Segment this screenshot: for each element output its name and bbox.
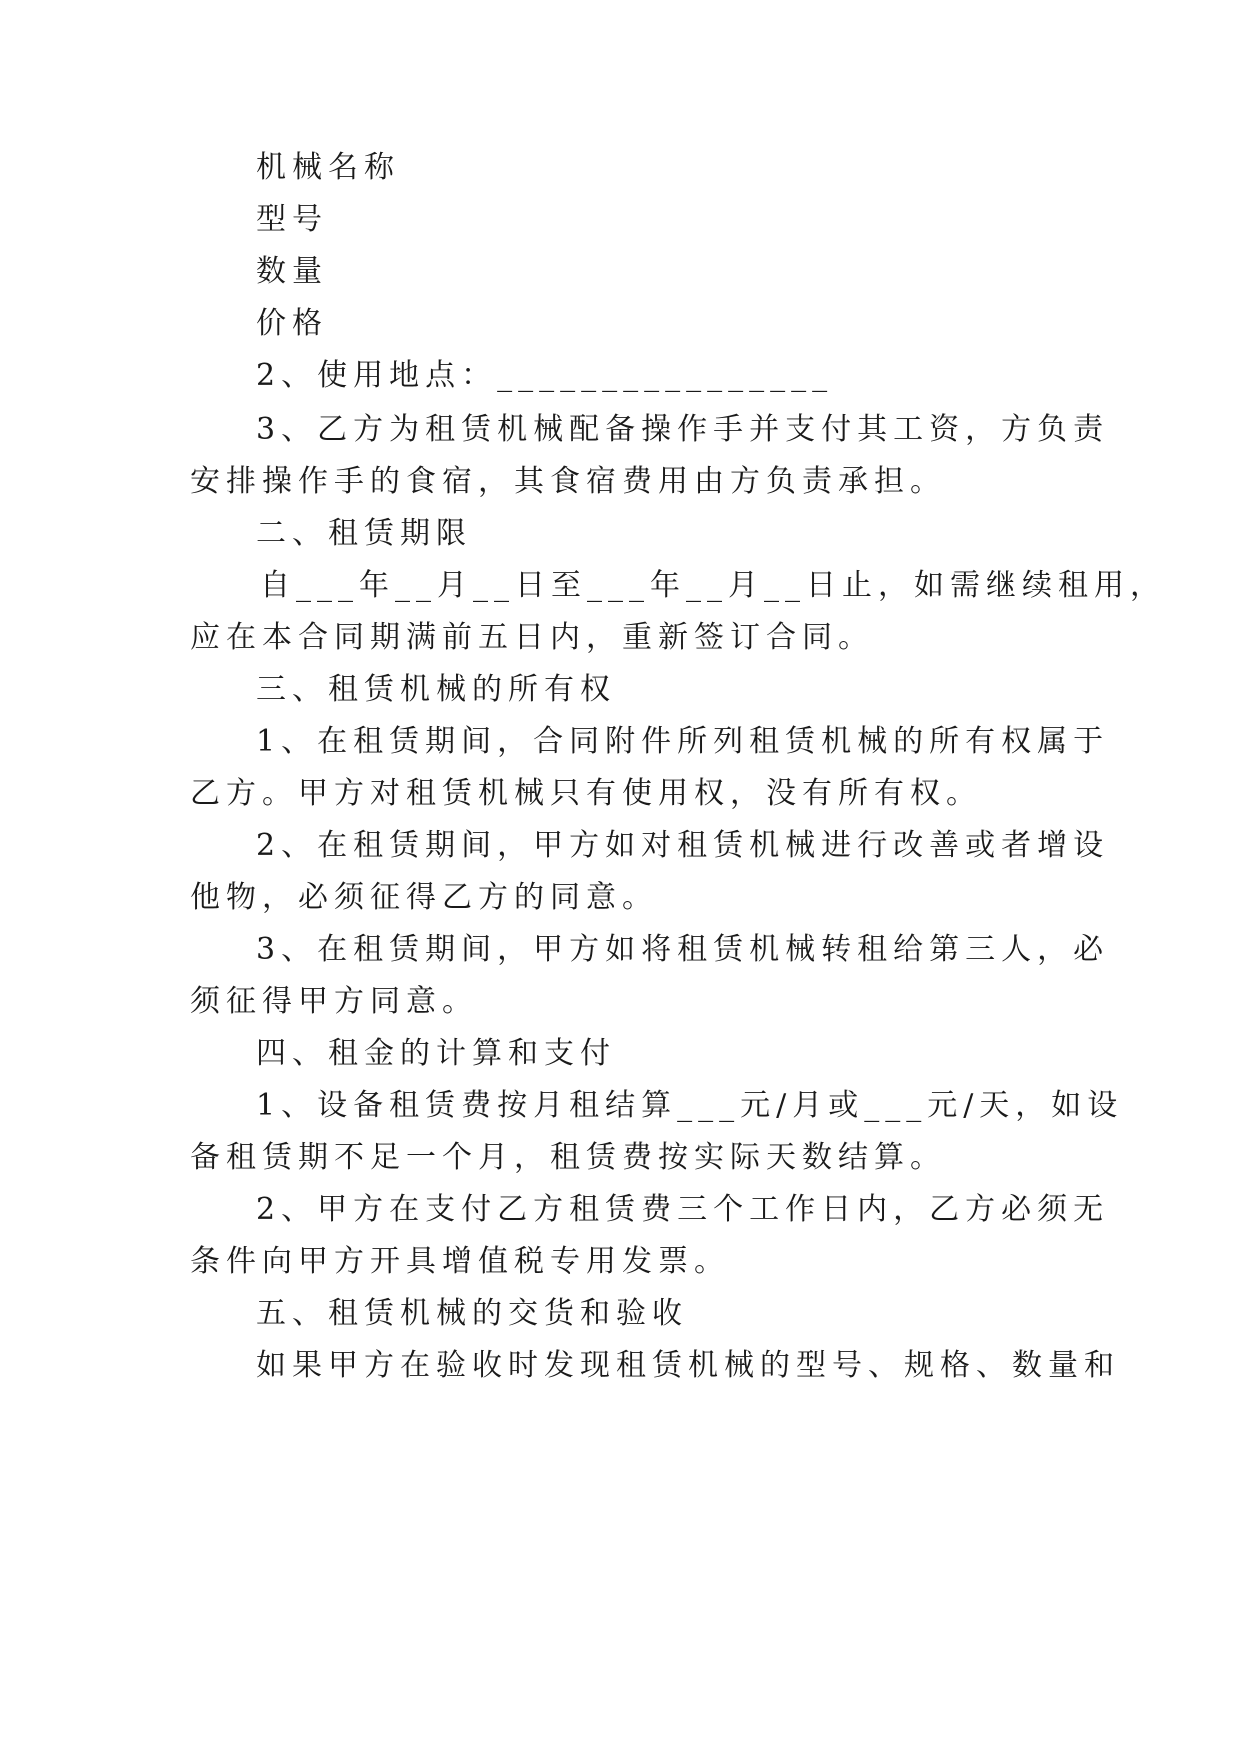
item-price: 价格 — [256, 306, 328, 341]
ownership-clause-1-line-2: 乙方。甲方对租赁机械只有使用权，没有所有权。 — [190, 776, 982, 811]
item-model: 型号 — [256, 202, 328, 237]
ownership-clause-1-line-1: 1、在租赁期间，合同附件所列租赁机械的所有权属于 — [256, 724, 1110, 759]
clause-operator-line-1: 3、乙方为租赁机械配备操作手并支付其工资，方负责 — [256, 412, 1110, 447]
ownership-clause-3-line-2: 须征得甲方同意。 — [190, 984, 478, 1019]
clause-location: 2、使用地点：________________ — [256, 358, 834, 393]
lease-term-line-1: 自___年__月__日至___年__月__日止，如需继续租用， — [260, 568, 1166, 603]
section-heading-rent: 四、租金的计算和支付 — [256, 1036, 616, 1071]
section-heading-delivery: 五、租赁机械的交货和验收 — [256, 1296, 688, 1331]
rent-clause-2-line-2: 条件向甲方开具增值税专用发票。 — [190, 1244, 730, 1279]
section-heading-ownership: 三、租赁机械的所有权 — [256, 672, 616, 707]
clause-operator-line-2: 安排操作手的食宿，其食宿费用由方负责承担。 — [190, 464, 946, 499]
item-machine-name: 机械名称 — [256, 150, 400, 185]
ownership-clause-2-line-2: 他物，必须征得乙方的同意。 — [190, 880, 658, 915]
rent-clause-1-line-1: 1、设备租赁费按月租结算___元/月或___元/天，如设 — [256, 1088, 1124, 1123]
item-quantity: 数量 — [256, 254, 328, 289]
section-heading-lease-term: 二、租赁期限 — [256, 516, 472, 551]
rent-clause-2-line-1: 2、甲方在支付乙方租赁费三个工作日内，乙方必须无 — [256, 1192, 1110, 1227]
delivery-clause-line-1: 如果甲方在验收时发现租赁机械的型号、规格、数量和 — [256, 1348, 1120, 1383]
rent-clause-1-line-2: 备租赁期不足一个月，租赁费按实际天数结算。 — [190, 1140, 946, 1175]
lease-term-line-2: 应在本合同期满前五日内，重新签订合同。 — [190, 620, 874, 655]
ownership-clause-2-line-1: 2、在租赁期间，甲方如对租赁机械进行改善或者增设 — [256, 828, 1110, 863]
ownership-clause-3-line-1: 3、在租赁期间，甲方如将租赁机械转租给第三人，必 — [256, 932, 1110, 967]
